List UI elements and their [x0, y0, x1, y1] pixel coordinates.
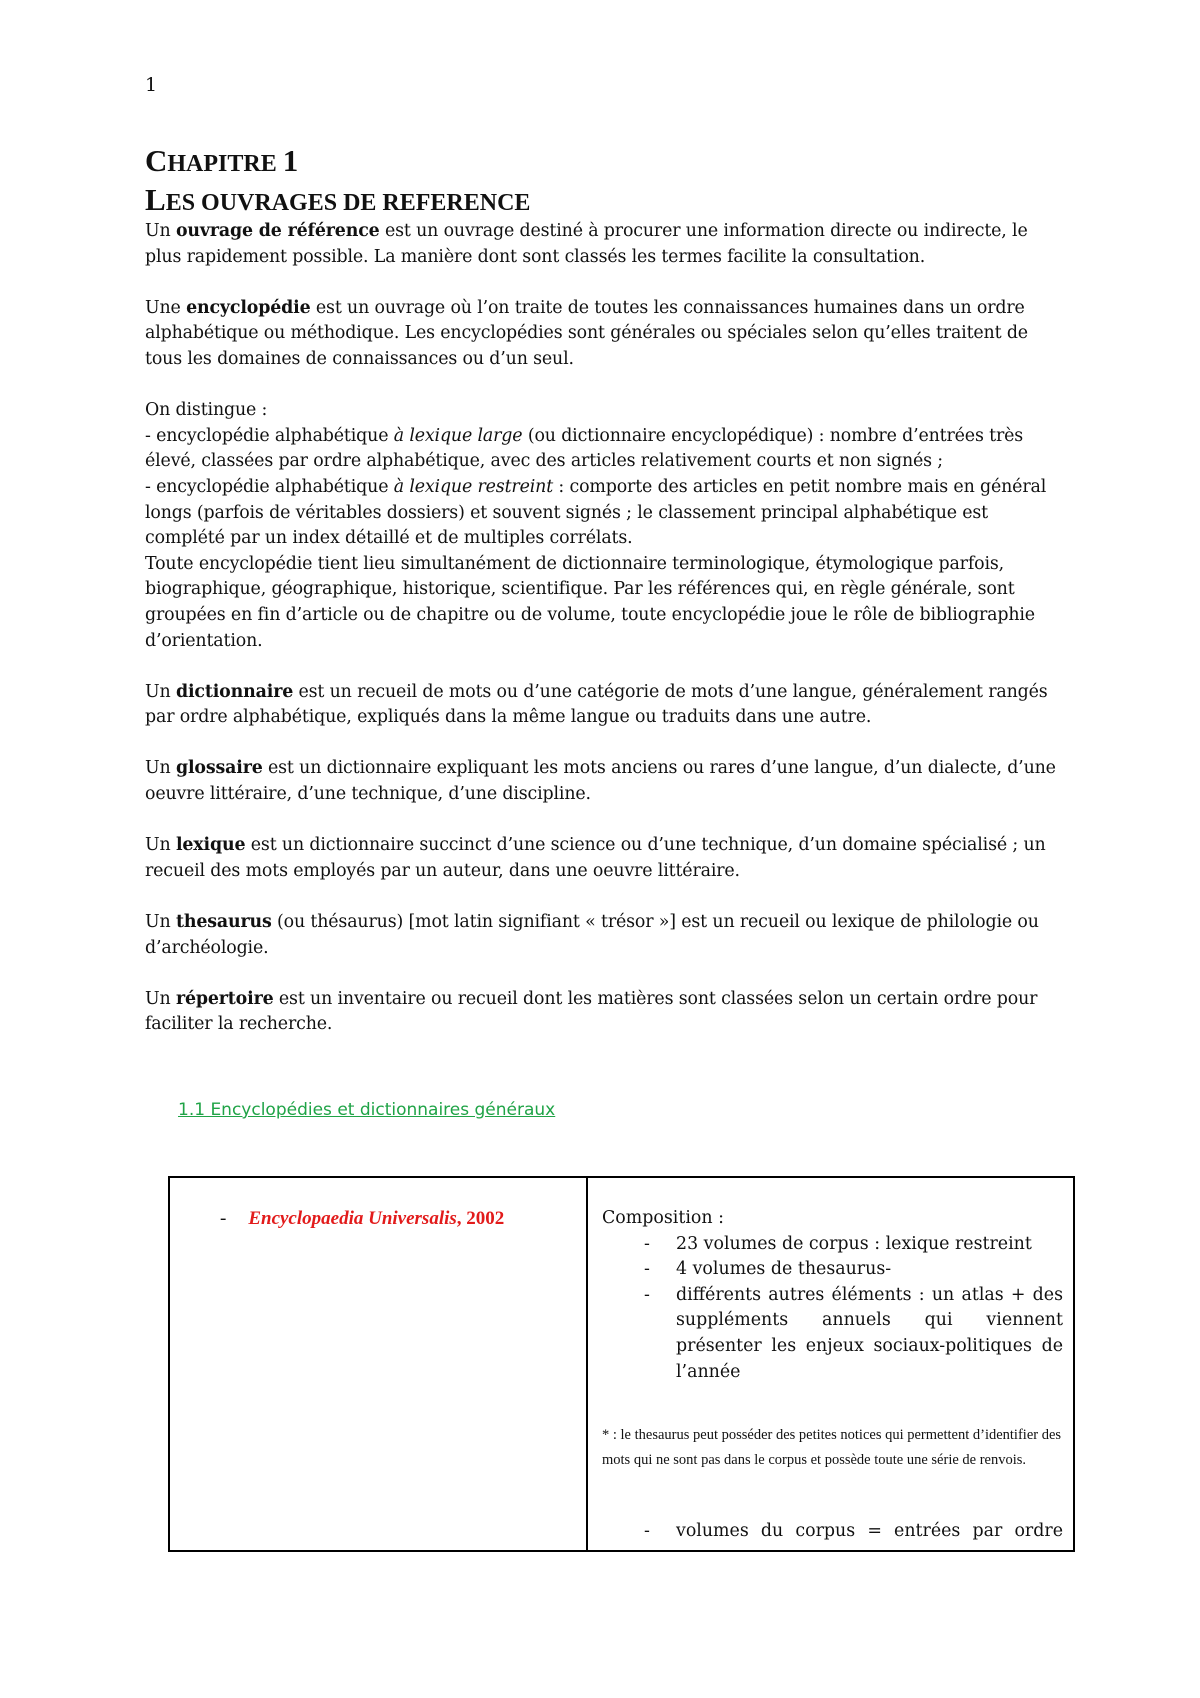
paragraph-encyclopedie: Une encyclopédie est un ouvrage où l’on traite de toutes les connaissances humaines dans un ordre alphabétique ou méthodique. Les encyclopédies sont générales ou spéciales selon qu’elles traitent de tous les domaines de connaissances ou d’un seul. — [145, 297, 1028, 369]
page-number: 1 — [145, 74, 158, 96]
list-item: - 4 volumes de thesaurus- — [644, 1259, 892, 1280]
work-title: Encyclopaedia Universalis — [248, 1208, 457, 1229]
reference-table — [168, 1176, 1075, 1552]
paragraph-repertoire: Un répertoire est un inventaire ou recueil dont les matières sont classées selon un certain ordre pour faciliter la recherche. — [145, 988, 1038, 1035]
paragraph-lexique: Un lexique est un dictionnaire succinct d’une science ou d’une technique, d’un domaine spécialisé ; un recueil des mots employés par un auteur, dans une oeuvre littéraire. — [145, 835, 1046, 881]
paragraph-distingue: On distingue : - encyclopédie alphabétique à lexique large (ou dictionnaire encyclopédique) : nombre d’entrées très élevé, classées par ordre alphabétique, avec des articles relativement courts et non signés ; - encyclopédie alphabétique à lexique restreint : comporte des articles en petit nombre mais en général longs (parfois de véritables dossiers) et souvent signés ; le classement principal alphabétique est complété par un index détaillé et de multiples corrélats. Toute encyclopédie tient lieu simultanément de dictionnaire terminologique, étymologique parfois, biographique, géographique, historique, scientifique. Par les références qui, en règle générale, sont groupées en fin d’article ou de chapitre ou de volume, toute encyclopédie joue le rôle de bibliographie d’orientation. — [145, 400, 1047, 651]
composition-list — [602, 1232, 1063, 1386]
entry-cell — [169, 1177, 587, 1551]
paragraph-ouvrage: Un ouvrage de référence est un ouvrage destiné à procurer une information directe ou indirecte, le plus rapidement possible. La manière dont sont classés les termes facilite la consultation. — [145, 221, 1028, 267]
thesaurus-note: * : le thesaurus peut posséder des petites notices qui permettent d’identifier des mots qui ne sont pas dans le corpus et possède toute une série de renvois. — [602, 1427, 1062, 1469]
table-row — [169, 1177, 1074, 1551]
list-item: - 23 volumes de corpus : lexique restreint — [644, 1233, 1032, 1254]
list-item: - différents autres éléments : un atlas + des suppléments annuels qui viennent présenter les enjeux sociaux-politiques de l’année — [644, 1284, 1063, 1382]
paragraph-dictionnaire: Un dictionnaire est un recueil de mots ou d’une catégorie de mots d’une langue, généralement rangés par ordre alphabétique, expliqués dans la même langue ou traduits dans une autre. — [145, 681, 1048, 728]
description-cell — [587, 1177, 1074, 1551]
body-text — [145, 219, 1065, 1038]
paragraph-thesaurus: Un thesaurus (ou thésaurus) [mot latin signifiant « trésor »] est un recueil ou lexique de philologie ou d’archéologie. — [145, 912, 1039, 958]
chapter-title — [145, 143, 530, 221]
entry-title: - Encyclopaedia Universalis, 2002 — [220, 1208, 505, 1229]
composition-label: Composition : — [602, 1208, 724, 1228]
corpus-list — [602, 1519, 1063, 1545]
list-item: - volumes du corpus = entrées par ordre — [644, 1521, 1063, 1542]
chapter-name-line: LES OUVRAGES DE REFERENCE — [145, 182, 531, 217]
paragraph-glossaire: Un glossaire est un dictionnaire expliquant les mots anciens ou rares d’une langue, d’un dialecte, d’une oeuvre littéraire, d’une technique, d’une discipline. — [145, 758, 1056, 805]
chapter-number-line: CHAPITRE 1 — [145, 143, 299, 178]
work-year: , 2002 — [456, 1208, 505, 1229]
section-heading: 1.1 Encyclopédies et dictionnaires généraux — [178, 1100, 556, 1120]
